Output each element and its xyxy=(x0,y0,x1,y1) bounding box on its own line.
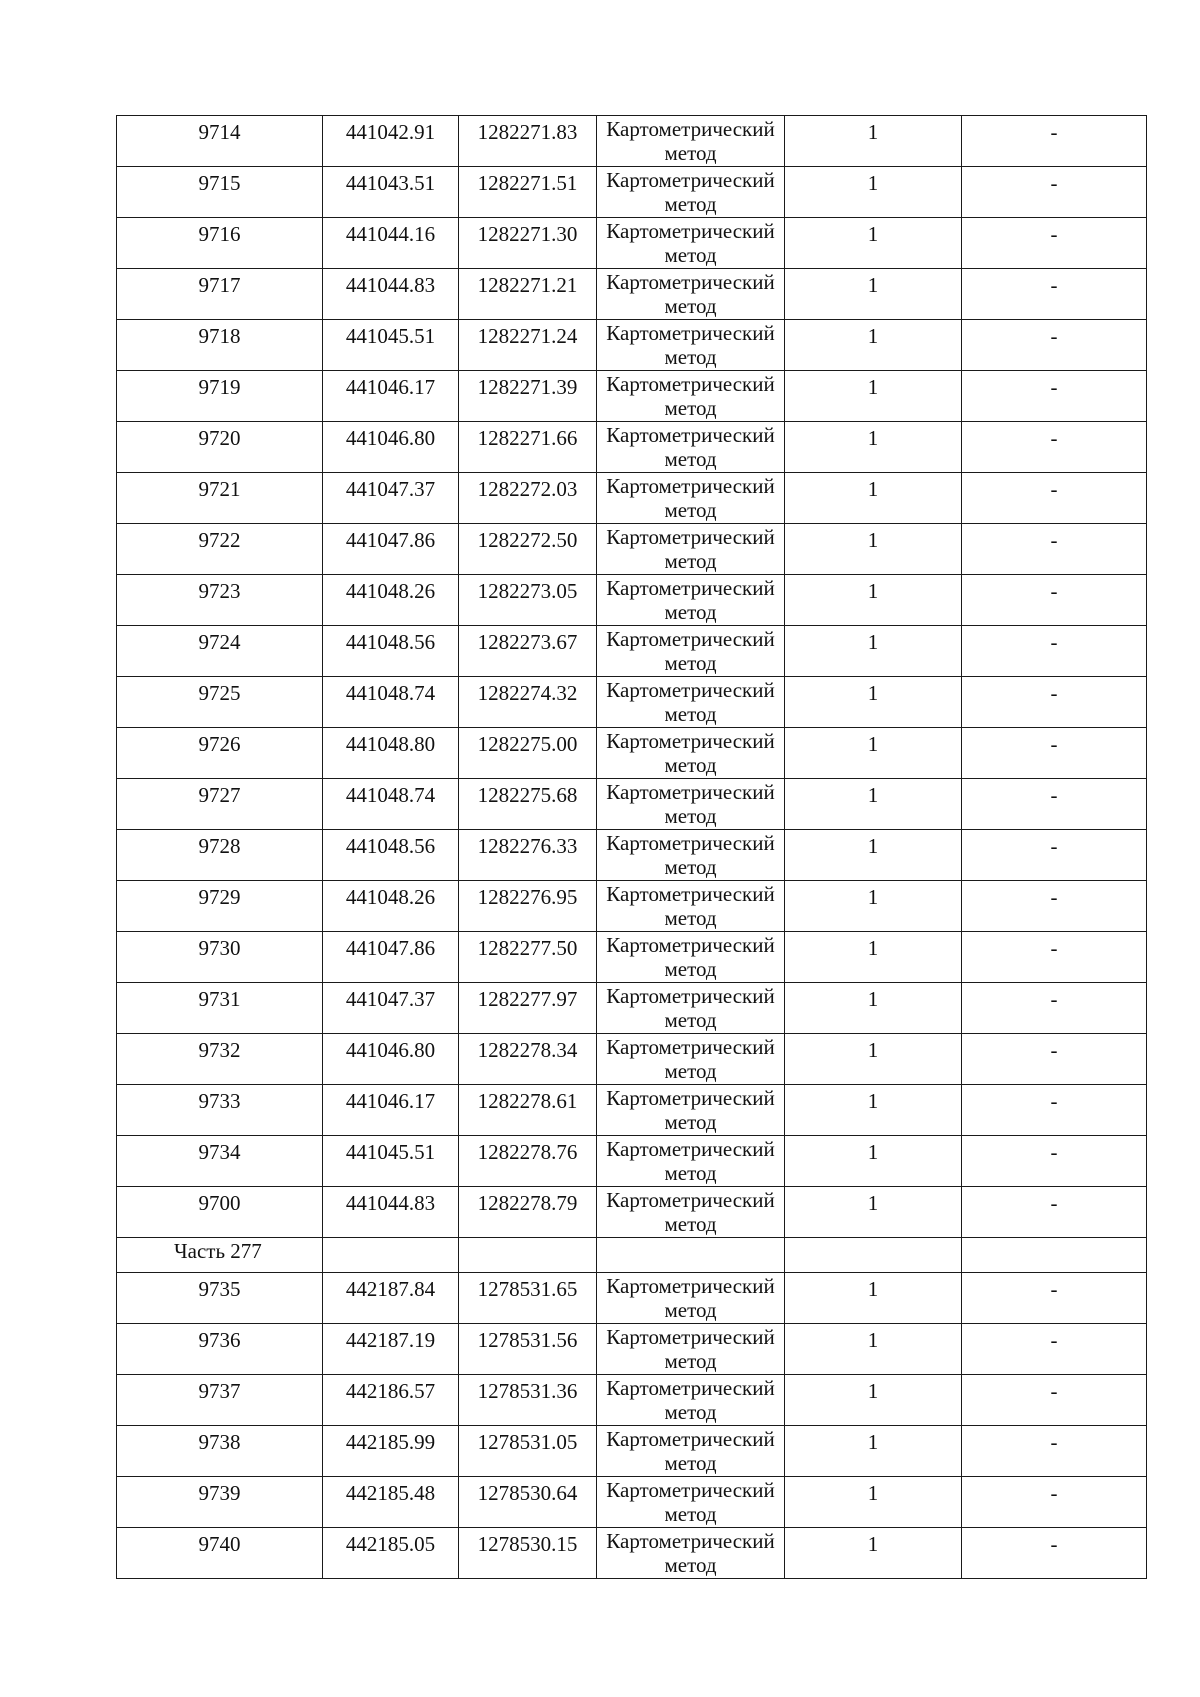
table-row xyxy=(117,932,1147,983)
y-coordinate-cell: 1282271.66 xyxy=(459,422,597,473)
y-coordinate-cell: 1278531.36 xyxy=(459,1375,597,1426)
method-cell: Картометрический метод xyxy=(597,1426,785,1477)
table-row xyxy=(117,1034,1147,1085)
empty-cell xyxy=(459,1238,597,1273)
empty-cell xyxy=(597,1238,785,1273)
x-coordinate-cell: 441044.16 xyxy=(323,218,459,269)
table-row xyxy=(117,422,1147,473)
point-number-cell: 9715 xyxy=(117,167,323,218)
y-coordinate-cell: 1282274.32 xyxy=(459,677,597,728)
point-number-cell: 9727 xyxy=(117,779,323,830)
x-coordinate-cell: 441043.51 xyxy=(323,167,459,218)
note-cell: - xyxy=(962,422,1147,473)
point-number-cell: 9730 xyxy=(117,932,323,983)
table-row xyxy=(117,677,1147,728)
accuracy-cell: 1 xyxy=(785,830,962,881)
point-number-cell: 9726 xyxy=(117,728,323,779)
note-cell: - xyxy=(962,677,1147,728)
point-number-cell: 9737 xyxy=(117,1375,323,1426)
note-cell: - xyxy=(962,779,1147,830)
accuracy-cell: 1 xyxy=(785,575,962,626)
point-number-cell: 9740 xyxy=(117,1528,323,1579)
table-row xyxy=(117,371,1147,422)
table-row xyxy=(117,320,1147,371)
y-coordinate-cell: 1282272.50 xyxy=(459,524,597,575)
note-cell: - xyxy=(962,524,1147,575)
method-cell: Картометрический метод xyxy=(597,1375,785,1426)
table-row xyxy=(117,1477,1147,1528)
x-coordinate-cell: 441045.51 xyxy=(323,1136,459,1187)
y-coordinate-cell: 1282278.79 xyxy=(459,1187,597,1238)
table-row xyxy=(117,167,1147,218)
x-coordinate-cell: 441044.83 xyxy=(323,269,459,320)
point-number-cell: 9725 xyxy=(117,677,323,728)
note-cell: - xyxy=(962,1375,1147,1426)
y-coordinate-cell: 1282276.33 xyxy=(459,830,597,881)
y-coordinate-cell: 1278531.56 xyxy=(459,1324,597,1375)
y-coordinate-cell: 1282271.51 xyxy=(459,167,597,218)
point-number-cell: 9721 xyxy=(117,473,323,524)
method-cell: Картометрический метод xyxy=(597,677,785,728)
point-number-cell: 9731 xyxy=(117,983,323,1034)
x-coordinate-cell: 441042.91 xyxy=(323,116,459,167)
note-cell: - xyxy=(962,218,1147,269)
method-cell: Картометрический метод xyxy=(597,779,785,830)
method-cell: Картометрический метод xyxy=(597,728,785,779)
y-coordinate-cell: 1278530.64 xyxy=(459,1477,597,1528)
note-cell: - xyxy=(962,932,1147,983)
point-number-cell: 9722 xyxy=(117,524,323,575)
y-coordinate-cell: 1282276.95 xyxy=(459,881,597,932)
note-cell: - xyxy=(962,167,1147,218)
y-coordinate-cell: 1282275.68 xyxy=(459,779,597,830)
note-cell: - xyxy=(962,473,1147,524)
method-cell: Картометрический метод xyxy=(597,1528,785,1579)
note-cell: - xyxy=(962,728,1147,779)
coordinates-table-body xyxy=(117,116,1147,1579)
y-coordinate-cell: 1278531.65 xyxy=(459,1273,597,1324)
method-cell: Картометрический метод xyxy=(597,932,785,983)
accuracy-cell: 1 xyxy=(785,116,962,167)
table-row xyxy=(117,626,1147,677)
accuracy-cell: 1 xyxy=(785,1528,962,1579)
x-coordinate-cell: 441047.86 xyxy=(323,932,459,983)
accuracy-cell: 1 xyxy=(785,422,962,473)
y-coordinate-cell: 1282271.83 xyxy=(459,116,597,167)
method-cell: Картометрический метод xyxy=(597,116,785,167)
table-row xyxy=(117,1273,1147,1324)
note-cell: - xyxy=(962,1273,1147,1324)
empty-cell xyxy=(962,1238,1147,1273)
note-cell: - xyxy=(962,1426,1147,1477)
method-cell: Картометрический метод xyxy=(597,524,785,575)
method-cell: Картометрический метод xyxy=(597,881,785,932)
accuracy-cell: 1 xyxy=(785,1085,962,1136)
y-coordinate-cell: 1282271.39 xyxy=(459,371,597,422)
x-coordinate-cell: 441046.17 xyxy=(323,371,459,422)
method-cell: Картометрический метод xyxy=(597,983,785,1034)
point-number-cell: 9716 xyxy=(117,218,323,269)
x-coordinate-cell: 441047.37 xyxy=(323,983,459,1034)
note-cell: - xyxy=(962,830,1147,881)
note-cell: - xyxy=(962,1136,1147,1187)
table-row xyxy=(117,116,1147,167)
x-coordinate-cell: 441048.74 xyxy=(323,779,459,830)
point-number-cell: 9723 xyxy=(117,575,323,626)
note-cell: - xyxy=(962,983,1147,1034)
y-coordinate-cell: 1282271.30 xyxy=(459,218,597,269)
accuracy-cell: 1 xyxy=(785,881,962,932)
x-coordinate-cell: 442187.19 xyxy=(323,1324,459,1375)
x-coordinate-cell: 442187.84 xyxy=(323,1273,459,1324)
accuracy-cell: 1 xyxy=(785,1187,962,1238)
table-row xyxy=(117,830,1147,881)
note-cell: - xyxy=(962,1528,1147,1579)
x-coordinate-cell: 442185.99 xyxy=(323,1426,459,1477)
x-coordinate-cell: 441047.37 xyxy=(323,473,459,524)
y-coordinate-cell: 1282272.03 xyxy=(459,473,597,524)
method-cell: Картометрический метод xyxy=(597,626,785,677)
method-cell: Картометрический метод xyxy=(597,1136,785,1187)
x-coordinate-cell: 441048.74 xyxy=(323,677,459,728)
empty-cell xyxy=(785,1238,962,1273)
x-coordinate-cell: 441048.26 xyxy=(323,881,459,932)
note-cell: - xyxy=(962,575,1147,626)
y-coordinate-cell: 1282275.00 xyxy=(459,728,597,779)
method-cell: Картометрический метод xyxy=(597,1477,785,1528)
table-row xyxy=(117,1528,1147,1579)
accuracy-cell: 1 xyxy=(785,269,962,320)
section-label-cell: Часть 277 xyxy=(117,1238,323,1273)
accuracy-cell: 1 xyxy=(785,320,962,371)
table-row xyxy=(117,269,1147,320)
y-coordinate-cell: 1282277.50 xyxy=(459,932,597,983)
accuracy-cell: 1 xyxy=(785,473,962,524)
method-cell: Картометрический метод xyxy=(597,473,785,524)
point-number-cell: 9734 xyxy=(117,1136,323,1187)
table-row xyxy=(117,1375,1147,1426)
point-number-cell: 9718 xyxy=(117,320,323,371)
x-coordinate-cell: 441047.86 xyxy=(323,524,459,575)
accuracy-cell: 1 xyxy=(785,371,962,422)
table-row xyxy=(117,1426,1147,1477)
x-coordinate-cell: 441045.51 xyxy=(323,320,459,371)
y-coordinate-cell: 1282273.05 xyxy=(459,575,597,626)
x-coordinate-cell: 441046.80 xyxy=(323,1034,459,1085)
note-cell: - xyxy=(962,116,1147,167)
y-coordinate-cell: 1282277.97 xyxy=(459,983,597,1034)
y-coordinate-cell: 1282278.34 xyxy=(459,1034,597,1085)
x-coordinate-cell: 441044.83 xyxy=(323,1187,459,1238)
note-cell: - xyxy=(962,1085,1147,1136)
method-cell: Картометрический метод xyxy=(597,218,785,269)
table-row xyxy=(117,575,1147,626)
accuracy-cell: 1 xyxy=(785,728,962,779)
x-coordinate-cell: 442186.57 xyxy=(323,1375,459,1426)
y-coordinate-cell: 1282273.67 xyxy=(459,626,597,677)
note-cell: - xyxy=(962,371,1147,422)
note-cell: - xyxy=(962,269,1147,320)
method-cell: Картометрический метод xyxy=(597,830,785,881)
accuracy-cell: 1 xyxy=(785,1034,962,1085)
method-cell: Картометрический метод xyxy=(597,167,785,218)
point-number-cell: 9736 xyxy=(117,1324,323,1375)
y-coordinate-cell: 1282278.76 xyxy=(459,1136,597,1187)
table-row xyxy=(117,473,1147,524)
y-coordinate-cell: 1282278.61 xyxy=(459,1085,597,1136)
note-cell: - xyxy=(962,1034,1147,1085)
x-coordinate-cell: 441046.17 xyxy=(323,1085,459,1136)
point-number-cell: 9720 xyxy=(117,422,323,473)
note-cell: - xyxy=(962,1187,1147,1238)
point-number-cell: 9728 xyxy=(117,830,323,881)
accuracy-cell: 1 xyxy=(785,1375,962,1426)
x-coordinate-cell: 441048.56 xyxy=(323,830,459,881)
point-number-cell: 9700 xyxy=(117,1187,323,1238)
point-number-cell: 9717 xyxy=(117,269,323,320)
note-cell: - xyxy=(962,1477,1147,1528)
table-row xyxy=(117,881,1147,932)
point-number-cell: 9719 xyxy=(117,371,323,422)
accuracy-cell: 1 xyxy=(785,524,962,575)
x-coordinate-cell: 441046.80 xyxy=(323,422,459,473)
method-cell: Картометрический метод xyxy=(597,575,785,626)
point-number-cell: 9714 xyxy=(117,116,323,167)
method-cell: Картометрический метод xyxy=(597,269,785,320)
method-cell: Картометрический метод xyxy=(597,1324,785,1375)
method-cell: Картометрический метод xyxy=(597,1187,785,1238)
table-row xyxy=(117,1187,1147,1238)
note-cell: - xyxy=(962,881,1147,932)
point-number-cell: 9739 xyxy=(117,1477,323,1528)
x-coordinate-cell: 442185.05 xyxy=(323,1528,459,1579)
x-coordinate-cell: 441048.26 xyxy=(323,575,459,626)
accuracy-cell: 1 xyxy=(785,167,962,218)
method-cell: Картометрический метод xyxy=(597,1085,785,1136)
table-row xyxy=(117,1085,1147,1136)
method-cell: Картометрический метод xyxy=(597,371,785,422)
y-coordinate-cell: 1282271.24 xyxy=(459,320,597,371)
point-number-cell: 9738 xyxy=(117,1426,323,1477)
accuracy-cell: 1 xyxy=(785,983,962,1034)
point-number-cell: 9735 xyxy=(117,1273,323,1324)
y-coordinate-cell: 1282271.21 xyxy=(459,269,597,320)
table-row xyxy=(117,728,1147,779)
y-coordinate-cell: 1278530.15 xyxy=(459,1528,597,1579)
point-number-cell: 9732 xyxy=(117,1034,323,1085)
method-cell: Картометрический метод xyxy=(597,1273,785,1324)
accuracy-cell: 1 xyxy=(785,1273,962,1324)
table-row xyxy=(117,524,1147,575)
note-cell: - xyxy=(962,320,1147,371)
point-number-cell: 9729 xyxy=(117,881,323,932)
x-coordinate-cell: 441048.80 xyxy=(323,728,459,779)
note-cell: - xyxy=(962,1324,1147,1375)
y-coordinate-cell: 1278531.05 xyxy=(459,1426,597,1477)
accuracy-cell: 1 xyxy=(785,677,962,728)
accuracy-cell: 1 xyxy=(785,218,962,269)
method-cell: Картометрический метод xyxy=(597,422,785,473)
empty-cell xyxy=(323,1238,459,1273)
coordinates-table xyxy=(116,115,1147,1579)
accuracy-cell: 1 xyxy=(785,1477,962,1528)
accuracy-cell: 1 xyxy=(785,1426,962,1477)
accuracy-cell: 1 xyxy=(785,1324,962,1375)
accuracy-cell: 1 xyxy=(785,932,962,983)
accuracy-cell: 1 xyxy=(785,626,962,677)
x-coordinate-cell: 441048.56 xyxy=(323,626,459,677)
method-cell: Картометрический метод xyxy=(597,320,785,371)
section-row xyxy=(117,1238,1147,1273)
note-cell: - xyxy=(962,626,1147,677)
method-cell: Картометрический метод xyxy=(597,1034,785,1085)
table-row xyxy=(117,983,1147,1034)
table-row xyxy=(117,218,1147,269)
table-row xyxy=(117,779,1147,830)
point-number-cell: 9733 xyxy=(117,1085,323,1136)
accuracy-cell: 1 xyxy=(785,779,962,830)
table-row xyxy=(117,1324,1147,1375)
table-row xyxy=(117,1136,1147,1187)
accuracy-cell: 1 xyxy=(785,1136,962,1187)
x-coordinate-cell: 442185.48 xyxy=(323,1477,459,1528)
point-number-cell: 9724 xyxy=(117,626,323,677)
